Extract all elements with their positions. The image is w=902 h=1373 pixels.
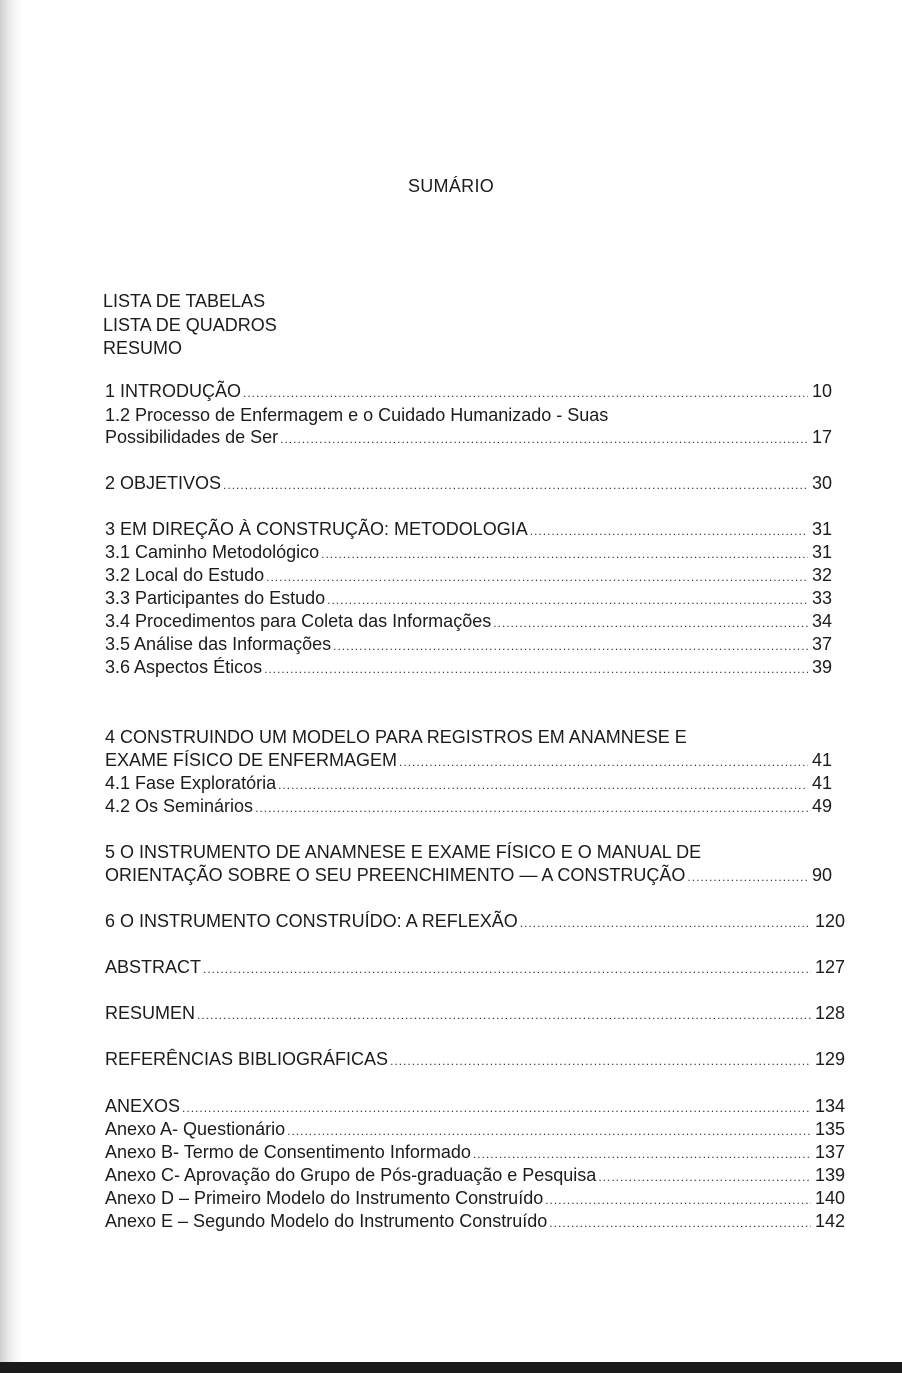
toc-entry-page: 34 <box>811 611 832 631</box>
toc-entry-procedimentos[interactable] <box>105 610 832 634</box>
dot-leader <box>530 520 808 542</box>
toc-entry-page: 37 <box>811 634 832 654</box>
toc-entry-page: 135 <box>814 1119 845 1139</box>
dot-leader <box>264 658 808 680</box>
toc-entry-page: 49 <box>811 796 832 816</box>
dot-leader <box>545 1189 811 1211</box>
toc-entry-metodologia[interactable] <box>105 518 832 542</box>
toc-entry-page: 30 <box>811 473 832 493</box>
toc-entry-title: 4.2 Os Seminários <box>105 796 254 816</box>
toc-entry-title-line1: 5 O INSTRUMENTO DE ANAMNESE E EXAME FÍSICO E O MANUAL DE <box>105 842 702 862</box>
dot-leader <box>280 428 808 450</box>
toc-entry-title: 2 OBJETIVOS <box>105 473 222 493</box>
toc-entry-abstract[interactable] <box>105 956 845 980</box>
dot-leader <box>321 543 808 565</box>
dot-leader <box>549 1212 811 1234</box>
toc-entry-title: ABSTRACT <box>105 957 202 977</box>
toc-entry-anexo-c[interactable] <box>105 1164 845 1188</box>
toc-entry-introducao[interactable] <box>105 380 832 404</box>
toc-entry-page: 31 <box>811 542 832 562</box>
toc-entry-page: 31 <box>811 519 832 539</box>
page-title: SUMÁRIO <box>407 176 495 196</box>
toc-entry-page: 90 <box>811 865 832 885</box>
toc-entry-title: 3.3 Participantes do Estudo <box>105 588 326 608</box>
toc-entry-title: 3.2 Local do Estudo <box>105 565 265 585</box>
toc-entry-page: 39 <box>811 657 832 677</box>
dot-leader <box>327 589 808 611</box>
toc-entry-title: RESUMEN <box>105 1003 196 1023</box>
toc-entry-page: 142 <box>814 1211 845 1231</box>
toc-entry-title: Anexo D – Primeiro Modelo do Instrumento Construído <box>105 1188 544 1208</box>
toc-entry-page: 33 <box>811 588 832 608</box>
dot-leader <box>278 774 808 796</box>
dot-leader <box>473 1143 811 1165</box>
toc-entry-title: ORIENTAÇÃO SOBRE O SEU PREENCHIMENTO — A CONSTRUÇÃO <box>105 865 686 885</box>
toc-entry-title: 3.1 Caminho Metodológico <box>105 542 320 562</box>
toc-entry-anexo-e[interactable] <box>105 1210 845 1234</box>
toc-entry-processo-enfermagem[interactable] <box>105 426 832 450</box>
dot-leader <box>182 1097 811 1119</box>
dot-leader <box>255 797 808 819</box>
toc-entry-fase-exploratoria[interactable] <box>105 772 832 796</box>
toc-entry-page: 17 <box>811 427 832 447</box>
front-matter-lista-tabelas: LISTA DE TABELAS <box>103 291 266 311</box>
toc-entry-page: 140 <box>814 1188 845 1208</box>
toc-entry-anexo-b[interactable] <box>105 1141 845 1165</box>
dot-leader <box>203 958 811 980</box>
dot-leader <box>390 1050 811 1072</box>
toc-entry-resumen[interactable] <box>105 1002 845 1026</box>
toc-entry-page: 129 <box>814 1049 845 1069</box>
toc-entry-anexo-a[interactable] <box>105 1118 845 1142</box>
toc-entry-instrumento-construido[interactable] <box>105 910 845 934</box>
dot-leader <box>493 612 808 634</box>
toc-entry-page: 41 <box>811 773 832 793</box>
toc-entry-page: 120 <box>814 911 845 931</box>
dot-leader <box>520 912 811 934</box>
dot-leader <box>266 566 808 588</box>
toc-entry-title-line1: 1.2 Processo de Enfermagem e o Cuidado Humanizado - Suas <box>105 405 609 425</box>
toc-entry-title: 1 INTRODUÇÃO <box>105 381 242 401</box>
dot-leader <box>399 751 808 773</box>
dot-leader <box>197 1004 811 1026</box>
toc-entry-page: 32 <box>811 565 832 585</box>
front-matter-resumo: RESUMO <box>103 338 183 358</box>
dot-leader <box>687 866 808 888</box>
toc-entry-instrumento-manual[interactable] <box>105 864 832 888</box>
toc-entry-page: 139 <box>814 1165 845 1185</box>
dot-leader <box>223 474 808 496</box>
scan-bottom-edge <box>0 1362 902 1373</box>
toc-entry-title: ANEXOS <box>105 1096 181 1116</box>
toc-entry-page: 127 <box>814 957 845 977</box>
toc-entry-anexo-d[interactable] <box>105 1187 845 1211</box>
front-matter-lista-quadros: LISTA DE QUADROS <box>103 315 277 335</box>
dot-leader <box>598 1166 811 1188</box>
toc-entry-title: Anexo E – Segundo Modelo do Instrumento Construído <box>105 1211 548 1231</box>
toc-entry-title: 3.6 Aspectos Éticos <box>105 657 263 677</box>
page-edge-shadow <box>0 0 22 1373</box>
toc-entry-referencias[interactable] <box>105 1048 845 1072</box>
toc-entry-analise[interactable] <box>105 633 832 657</box>
toc-entry-title: Anexo B- Termo de Consentimento Informado <box>105 1142 471 1162</box>
toc-entry-title: 3.5 Análise das Informações <box>105 634 332 654</box>
toc-entry-title: REFERÊNCIAS BIBLIOGRÁFICAS <box>105 1049 389 1069</box>
toc-entry-title: 3 EM DIREÇÃO À CONSTRUÇÃO: METODOLOGIA <box>105 519 528 539</box>
toc-entry-page: 128 <box>814 1003 845 1023</box>
toc-entry-page: 41 <box>811 750 832 770</box>
toc-entry-aspectos-eticos[interactable] <box>105 656 832 680</box>
toc-entry-title: Anexo A- Questionário <box>105 1119 286 1139</box>
dot-leader <box>243 382 808 404</box>
toc-entry-anexos[interactable] <box>105 1095 845 1119</box>
toc-entry-local-estudo[interactable] <box>105 564 832 588</box>
toc-entry-construindo-modelo[interactable] <box>105 749 832 773</box>
toc-entry-title: EXAME FÍSICO DE ENFERMAGEM <box>105 750 398 770</box>
toc-entry-title: 6 O INSTRUMENTO CONSTRUÍDO: A REFLEXÃO <box>105 911 518 931</box>
toc-entry-objetivos[interactable] <box>105 472 832 496</box>
toc-entry-title: Anexo C- Aprovação do Grupo de Pós-graduação e Pesquisa <box>105 1165 597 1185</box>
dot-leader <box>287 1120 811 1142</box>
toc-entry-page: 10 <box>811 381 832 401</box>
toc-entry-page: 137 <box>814 1142 845 1162</box>
toc-entry-page: 134 <box>814 1096 845 1116</box>
toc-entry-title: Possibilidades de Ser <box>105 427 279 447</box>
toc-entry-title-line1: 4 CONSTRUINDO UM MODELO PARA REGISTROS EM ANAMNESE E <box>105 727 687 747</box>
toc-entry-caminho-metodologico[interactable] <box>105 541 832 565</box>
toc-entry-title: 4.1 Fase Exploratória <box>105 773 277 793</box>
dot-leader <box>333 635 808 657</box>
toc-entry-seminarios[interactable] <box>105 795 832 819</box>
toc-entry-participantes[interactable] <box>105 587 832 611</box>
toc-entry-title: 3.4 Procedimentos para Coleta das Informações <box>105 611 492 631</box>
